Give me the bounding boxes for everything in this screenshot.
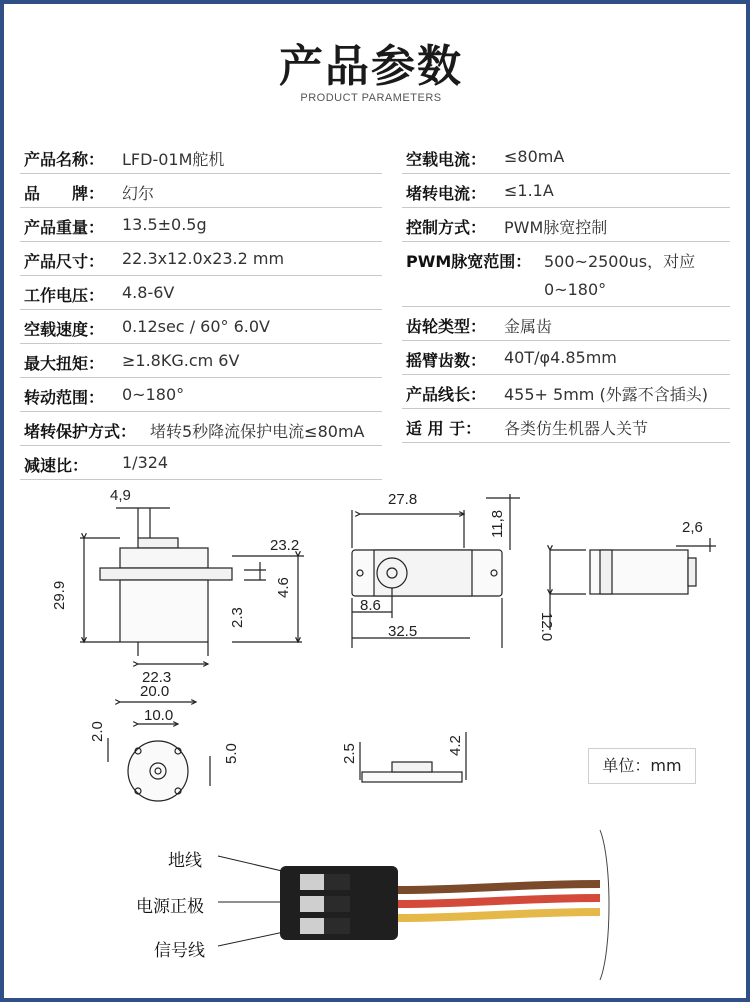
spec-row [402, 375, 730, 409]
dim-side-depth: 12.0 [538, 612, 555, 642]
spec-table [20, 140, 730, 475]
connector-diagram [0, 820, 742, 994]
spec-key: 最大扭矩： [24, 354, 105, 373]
dim-horn-side-right: 4.2 [447, 735, 464, 756]
unit-label: 单位：mm [588, 748, 696, 784]
spec-key: 产品重量： [24, 218, 105, 237]
spec-row [20, 208, 382, 242]
connector-drawing [0, 820, 742, 994]
spec-value: 455+ 5mm (外露不含插头) [504, 385, 708, 404]
spec-row [20, 344, 382, 378]
spec-row [402, 242, 730, 307]
spec-row [402, 307, 730, 341]
spec-key: 产品线长： [406, 385, 487, 404]
page-title: 产品参数 [279, 41, 463, 92]
dim-side-shaft: 2,6 [682, 519, 703, 536]
spec-key: 转动范围： [24, 388, 105, 407]
spec-key: 控制方式： [406, 218, 487, 237]
spec-row [20, 378, 382, 412]
dim-front-flange: 4.6 [275, 577, 292, 598]
dim-front-mid: 2.3 [229, 607, 246, 628]
spec-value: ≤1.1A [504, 181, 554, 200]
spec-key: 空载速度： [24, 320, 105, 339]
spec-row [20, 140, 382, 174]
spec-value: 0~180° [122, 385, 185, 404]
wire-label-signal: 信号线 [154, 941, 205, 961]
dim-front-total-height: 23.2 [270, 537, 300, 554]
spec-row [20, 276, 382, 310]
dim-horn-center: 5.0 [223, 743, 240, 764]
spec-row [402, 341, 730, 375]
dim-horn-hole: 2.0 [89, 721, 106, 742]
spec-row [402, 174, 730, 208]
wire-label-power: 电源正极 [136, 897, 204, 917]
spec-key: 摇臂齿数： [406, 351, 487, 370]
dim-front-height: 29.9 [51, 580, 68, 610]
spec-row [20, 242, 382, 276]
spec-key: 齿轮类型： [406, 317, 487, 336]
dim-horn-side-left: 2.5 [341, 743, 358, 764]
spec-key: 堵转电流： [406, 184, 487, 203]
spec-value: 13.5±0.5g [122, 215, 207, 234]
spec-value: 堵转5秒降流保护电流≤80mA [150, 422, 365, 441]
spec-value: 幻尔 [122, 184, 155, 203]
spec-key: 适 用 于： [406, 419, 482, 438]
dim-front-width: 22.3 [142, 669, 172, 686]
spec-value: 金属齿 [504, 317, 553, 336]
spec-value: PWM脉宽控制 [504, 218, 608, 237]
spec-key: 产品尺寸： [24, 252, 105, 271]
spec-row [20, 174, 382, 208]
front-view-drawing [80, 508, 304, 664]
spec-row [402, 208, 730, 242]
wire-label-ground: 地线 [168, 851, 202, 871]
spec-value: ≥1.8KG.cm 6V [122, 351, 240, 370]
spec-value: 40T/φ4.85mm [504, 348, 617, 367]
dim-horn-inner: 10.0 [144, 707, 174, 724]
spec-value: 0.12sec / 60° 6.0V [122, 317, 270, 336]
spec-key: 工作电压： [24, 286, 105, 305]
side-view-drawing [550, 538, 716, 630]
page-subtitle: PRODUCT PARAMETERS [300, 92, 442, 104]
spec-key: 空载电流： [406, 150, 487, 169]
dim-front-top-width: 4,9 [110, 487, 131, 504]
spec-row [402, 140, 730, 174]
spec-value: 各类仿生机器人关节 [504, 419, 649, 438]
spec-row [20, 446, 382, 480]
dim-horn-outer: 20.0 [140, 683, 170, 700]
spec-row [402, 409, 730, 443]
spec-value: 4.8-6V [122, 283, 175, 302]
spec-value: 500~2500us，对应 [544, 252, 696, 271]
dim-top-shaft: 8.6 [360, 597, 381, 614]
spec-row [20, 310, 382, 344]
spec-key: PWM脉宽范围： [406, 252, 532, 271]
spec-value-continued: 0~180° [544, 280, 607, 299]
spec-value: LFD-01M舵机 [122, 150, 225, 169]
spec-key: 产品名称： [24, 150, 105, 169]
dim-top-inner: 27.8 [388, 491, 418, 508]
dim-top-width: 32.5 [388, 623, 418, 640]
spec-key: 减速比： [24, 456, 89, 475]
dim-top-height: 11,8 [489, 509, 506, 538]
spec-column-left [20, 140, 382, 480]
spec-key: 堵转保护方式： [24, 422, 137, 441]
spec-value: 1/324 [122, 453, 169, 472]
spec-column-right [402, 140, 730, 443]
spec-row [20, 412, 382, 446]
spec-value: 22.3x12.0x23.2 mm [122, 249, 285, 268]
spec-value: ≤80mA [504, 147, 565, 166]
spec-key: 品 牌： [24, 184, 105, 203]
